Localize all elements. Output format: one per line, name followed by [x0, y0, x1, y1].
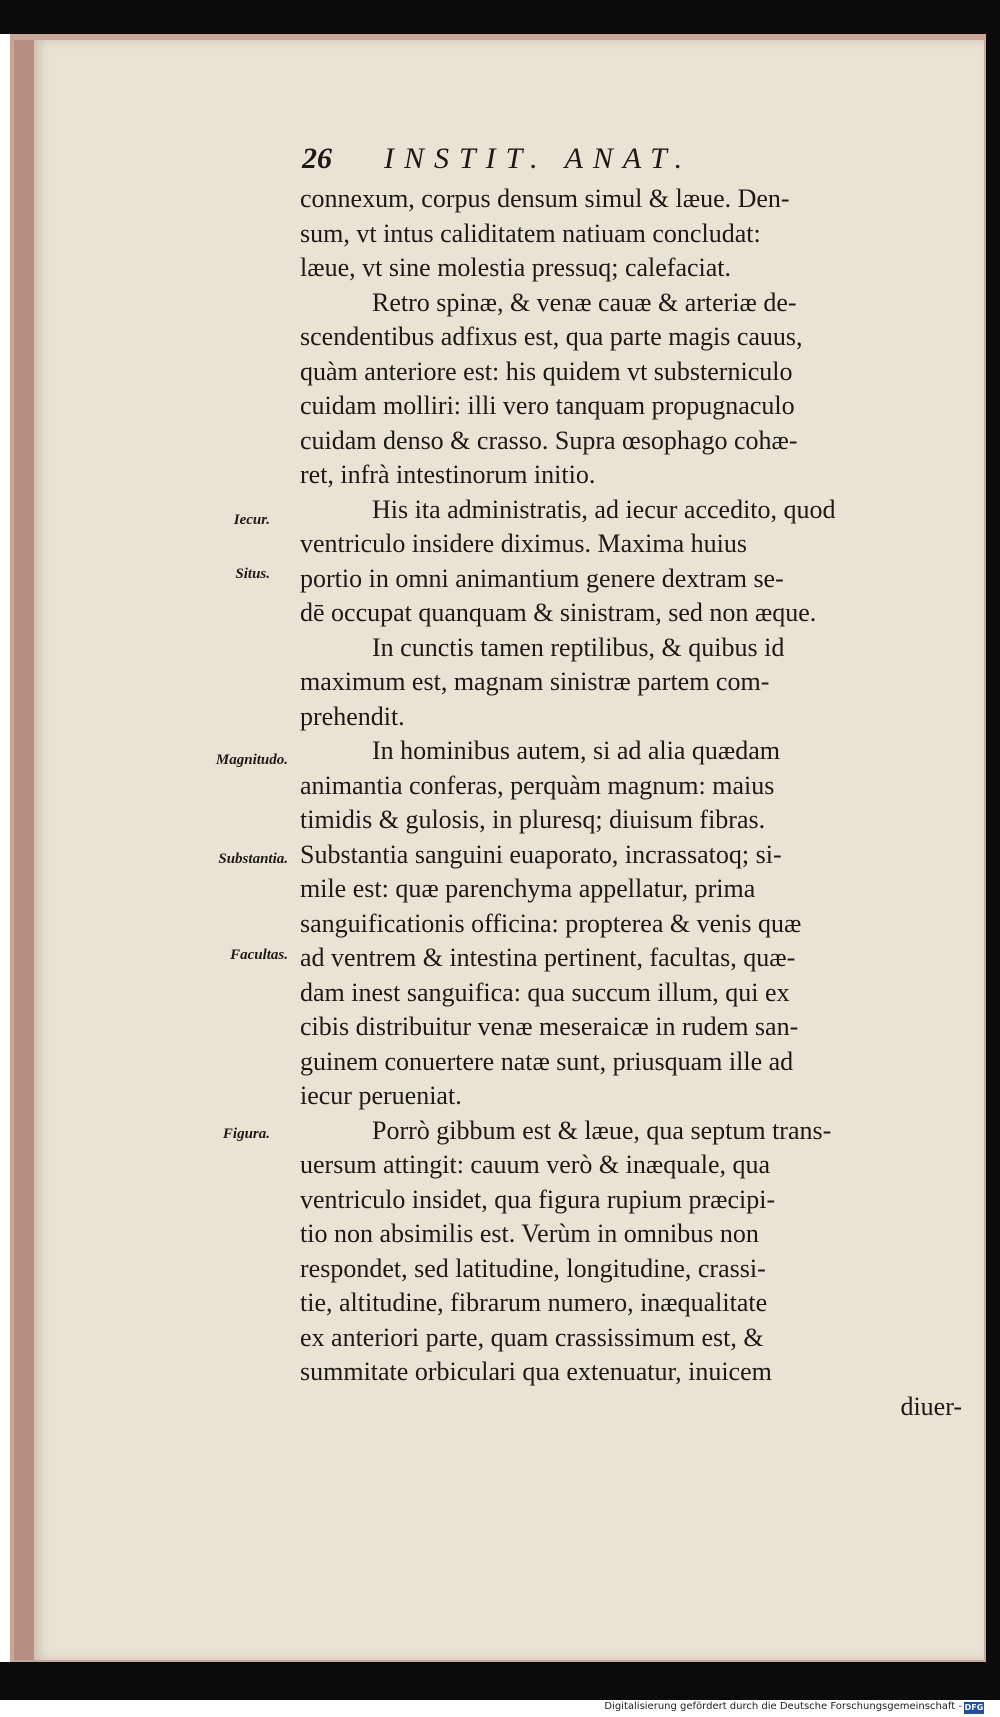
text-line: guinem conuertere natæ sunt, priusquam ille ad: [300, 1046, 794, 1076]
margin-note-iecur: Iecur.: [233, 512, 270, 528]
dfg-logo-icon: DFG: [964, 1703, 984, 1712]
text-line: His ita administratis, ad iecur accedito, quod: [372, 494, 836, 524]
top-scan-border: [0, 0, 1000, 34]
text-line: summitate orbiculari qua extenuatur, inuicem: [300, 1357, 772, 1386]
margin-note-figura: Figura.: [222, 1126, 270, 1142]
running-head: [302, 142, 962, 182]
text-line: ex anteriori parte, quam crassissimum est, &: [300, 1322, 764, 1352]
text-line: ad ventrem & intestina pertinent, facultas, quæ-: [300, 943, 796, 972]
text-line: ventriculo insidet, qua figura rupium præcipi-: [300, 1184, 776, 1214]
text-line: Retro spinæ, & venæ cauæ & arteriæ de-: [372, 287, 797, 317]
margin-note-substantia: Substantia.: [218, 851, 288, 867]
text-line: mile est: quæ parenchyma appellatur, prima: [300, 874, 756, 903]
text-line: iecur perueniat.: [300, 1081, 462, 1110]
text-line: prehendit.: [300, 701, 405, 731]
running-title: INSTIT. ANAT.: [384, 142, 693, 175]
text-line: scendentibus adfixus est, qua parte magis cauus,: [300, 322, 803, 351]
text-line: dē occupat quanquam & sinistram, sed non æque.: [300, 598, 817, 627]
text-line: sum, vt intus caliditatem natiuam concludat:: [300, 218, 761, 248]
text-line: cuidam molliri: illi vero tanquam propugnaculo: [300, 391, 795, 420]
text-line: tio non absimilis est. Verùm in omnibus non: [300, 1219, 759, 1248]
page-edge: [14, 40, 34, 1660]
text-line: tie, altitudine, fibrarum numero, inæqualitate: [300, 1288, 768, 1317]
page-number: 26: [302, 142, 332, 175]
text-line: dam inest sanguifica: qua succum illum, qui ex: [300, 977, 790, 1007]
margin-note-facultas: Facultas.: [230, 947, 288, 963]
bottom-scan-border: [0, 1662, 1000, 1700]
text-line: læue, vt sine molestia pressuq; calefaciat.: [300, 253, 732, 282]
text-line: Porrò gibbum est & læue, qua septum trans-: [372, 1115, 832, 1145]
text-line: ret, infrà intestinorum initio.: [300, 460, 596, 489]
text-line: timidis & gulosis, in pluresq; diuisum fibras.: [300, 805, 766, 834]
text-line: connexum, corpus densum simul & læue. Den-: [300, 184, 790, 213]
catchword: diuer-: [900, 1391, 962, 1421]
text-line: quàm anteriore est: his quidem vt substerniculo: [300, 356, 793, 386]
right-scan-border: [986, 0, 1000, 1717]
digitization-credit: Digitalisierung gefördert durch die Deutsche Forschungsgemeinschaft -: [604, 1701, 962, 1712]
text-line: cibis distribuitur venæ meseraicæ in rudem san-: [300, 1012, 799, 1041]
text-line: ventriculo insidere diximus. Maxima huius: [300, 529, 747, 558]
text-line: respondet, sed latitudine, longitudine, crassi-: [300, 1253, 766, 1283]
margin-note-situs: Situs.: [235, 566, 270, 582]
text-line: cuidam denso & crasso. Supra œsophago cohæ-: [300, 425, 798, 455]
text-line: uersum attingit: cauum verò & inæquale, qua: [300, 1150, 771, 1179]
text-line: portio in omni animantium genere dextram se-: [300, 563, 784, 593]
margin-note-magnitudo: Magnitudo.: [215, 752, 288, 768]
text-line: Substantia sanguini euaporato, incrassatoq; si-: [300, 839, 782, 869]
text-line: In cunctis tamen reptilibus, & quibus id: [372, 632, 785, 662]
text-line: In hominibus autem, si ad alia quædam: [372, 736, 780, 765]
text-line: maximum est, magnam sinistræ partem com-: [300, 667, 770, 696]
text-line: sanguificationis officina: propterea & venis quæ: [300, 908, 802, 938]
text-line: animantia conferas, perquàm magnum: maius: [300, 770, 775, 800]
body-text: [300, 182, 962, 1424]
